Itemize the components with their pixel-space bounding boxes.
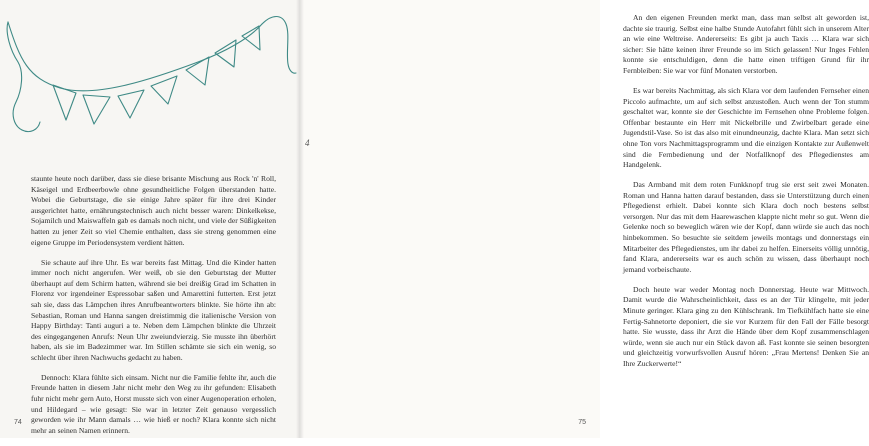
right-page-text [623,13,869,379]
page-number-right: 75 [578,419,586,426]
right-page [300,0,869,438]
right-paragraph-2: Es war bereits Nachmittag, als sich Klara vor dem laufenden Fernseher einen Piccolo aufmachte, um auf sich selbst anzustoßen. Auch wenn der Ton stumm geschaltet war, konnte sie der Geschichte im Fernsehen ohne Probleme folgen. Offenbar bestaunte ein Herr mit Nickelbrille und Zwirbelbart gerade eine Jugendstil-Vase. So ist das also mit einundneunzig, dachte Klara. Man setzt sich ohne Ton vors Nachmittagsprogramm und die einzigen Kontakte zur Außenwelt sind die Fernbedienung und der Notfallknopf des Pflegedienstes am Handgelenk. [623,85,869,170]
right-paragraph-1: An den eigenen Freunden merkt man, dass man selbst alt geworden ist, dachte sie traurig. Selbst eine halbe Stunde Autofahrt fühlt sich in unserem Alter an wie eine Weltreise. Andererseits: Es gibt ja auch Taxis … Klara war sich sicher: Sie hätte keinen ihrer Freunde so im Stich gelassen! Nur Inges Fehlen konnte sie entschuldigen, denn die hatte einen triftigen Grund für ihr Fernbleiben: Sie war vor fünf Monaten verstorben. [623,13,869,75]
left-paragraph-3: Dennoch: Klara fühlte sich einsam. Nicht nur die Familie fehlte ihr, auch die Freunde hatten in diesem Jahr nicht mehr den Weg zu ihr gefunden: Elisabeth fuhr nicht mehr gern Auto, Horst musste sich von einer Augenoperation erholen, und Hildegard – wie gesagt: Sie war in letzter Zeit genauso vergesslich geworden wie ihr Mann damals … wie hieß er noch? Klara konnte sich nicht mehr an seinen Namen erinnern. [31,372,276,435]
left-paragraph-1: staunte heute noch darüber, dass sie diese brisante Mischung aus Rock 'n' Roll, Käseigel und Erdbeerbowle ohne gesundheitliche Folgen überstanden hatte. Wobei die Geburtstage, die sie einige Jahre später für ihre drei Kinder ausgerichtet hatte, ernährungstechnisch auch nicht besser waren: Dinkelkekse, Sojamilch und Maiswaffeln gab es damals noch nicht, und viele der Süßigkeiten hatten zu jener Zeit so viel Chemie enthalten, dass sie streng genommen eine eigene Gruppe im Periodensystem verdient hätten. [31,174,276,247]
right-paragraph-3: Das Armband mit dem roten Funkknopf trug sie erst seit zwei Monaten. Roman und Hanna hatten darauf bestanden, dass sie Unterstützung durch einen Pflegedienst erhielt. Dabei konnte sich Klara doch noch bestens selbst versorgen. Nur das mit dem Haarewaschen klappte nicht mehr so gut. Wenn die Gelenke noch so beweglich wären wie der Kopf, dann würde sie auch das noch hinbekommen. So besuchte sie seitdem jeweils montags und donnerstags ein Mitarbeiter des Pflegedienstes, um ihr dabei zu helfen. Einerseits völlig unnötig, fand Klara, andererseits war es auch schön zu wissen, dass überhaupt noch jemand vorbeischaute. [623,180,869,274]
bunting-garland-icon [0,0,300,150]
page-number-left: 74 [14,419,22,426]
right-paragraph-4: Doch heute war weder Montag noch Donnerstag. Heute war Mittwoch. Damit wurde die Wahrscheinlichkeit, dass es an der Tür klingelte, mit jeder Minute geringer. Klara ging zu den Kühlschrank. Im Tiefkühlfach hatte sie eine Fertig-Sahnetorte deponiert, die sie vor Kurzem für den Fall der Fälle besorgt hatte. Sie wusste, dass ihr Arzt die Hände über dem Kopf zusammenschlagen würde, wenn sie auch nur ein Stück davon aß. Fast konnte sie seinen besorgten und gleichzeitig vorwurfsvollen Ausruf hören: „Frau Mertens! Denken Sie an Ihre Zuckerwerte!“ [623,284,869,368]
left-page-text [31,174,276,446]
svg-text:4: 4 [305,138,310,148]
left-paragraph-2: Sie schaute auf ihre Uhr. Es war bereits fast Mittag. Und die Kinder hatten immer noch nicht angerufen. Wer weiß, ob sie den Geburtstag der Mutter überhaupt auf dem Schirm hatten, während sie bei dreißig Grad im Schatten in Florenz vor irgendeiner Espressobar saßen und Amarettini futterten. Erst jetzt sah sie, dass das Lämpchen ihres Anrufbeantworters blinkte. Sie hörte ihn ab: Sebastian, Roman und Hanna sangen dreistimmig die italienische Version von Happy Birthday: Tanti auguri a te. Neben dem Lämpchen blinkte die Uhrzeit des eingegangenen Anrufs: Neun Uhr zweiundvierzig. Sie musste ihn überhört haben, als sie im Badezimmer war. Im Stillen schämte sie sich ein wenig, so schlecht über ihren Nachwuchs gedacht zu haben. [31,257,276,362]
left-page [0,0,300,438]
italic-typeset-mark-icon [304,137,315,148]
